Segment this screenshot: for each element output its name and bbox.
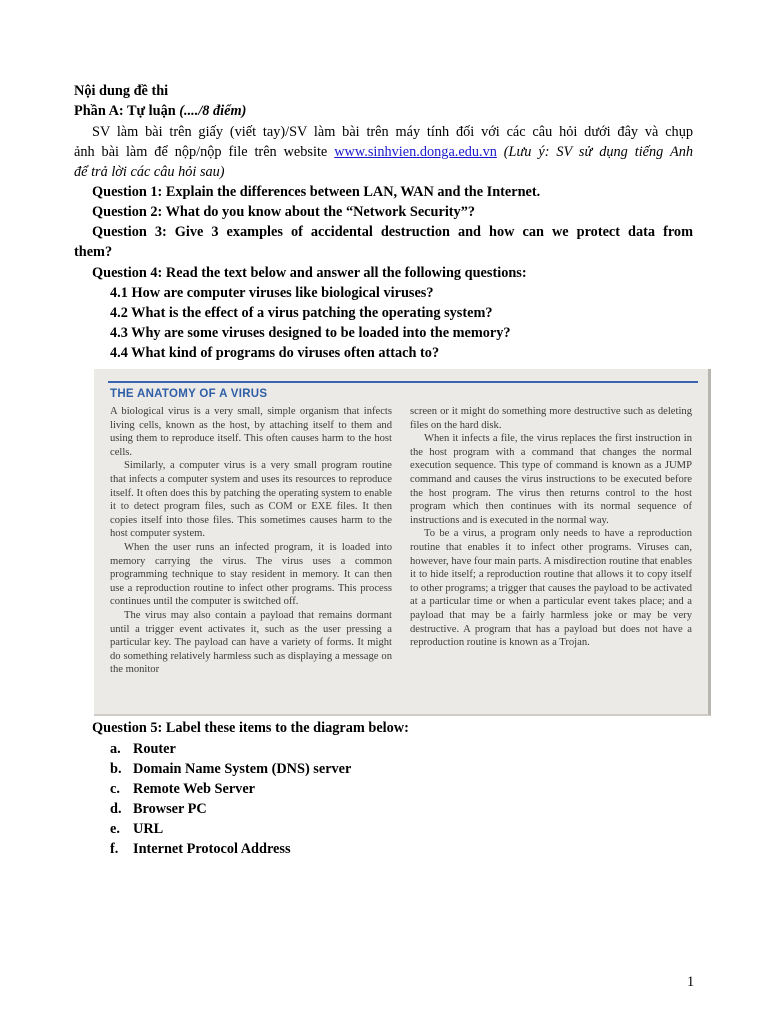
list-marker-b: b. <box>110 761 122 777</box>
question-2: Question 2: What do you know about the “Network Security”? <box>92 204 476 220</box>
part-a-label: Phần A: Tự luận <box>74 103 180 119</box>
part-a-score: (..../8 điểm) <box>179 103 247 119</box>
excerpt-paragraph: A biological virus is a very small, simple organism that infects living cells, known as the host, by attaching itself to them and using them to reproduce itself. This often causes harm to the host cells. <box>110 406 392 458</box>
excerpt-paragraph: To be a virus, a program only needs to have a reproduction routine that enables it to infect other programs. Viruses can, however, have four main parts. A misdirection routine that enables it to hide itself; a reproduction routine that allows it to copy itself to other programs; a trigger that causes the payload to be activated at a particular time or when a particular event takes place; and a payload that may be a fairly harmless joke or may be very destructive. A program that has a payload but does not have a reproduction routine is known as a Trojan. <box>410 528 692 649</box>
question-1: Question 1: Explain the differences between LAN, WAN and the Internet. <box>92 184 541 200</box>
excerpt-paragraph: When it infects a file, the virus replaces the first instruction in the host program with a command that changes the normal execution sequence. This type of command is known as a JUMP command and causes the virus instructions to be executed before the host program. The virus then returns control to the host program which then continues with its normal sequence of instructions and is executed in the normal way. <box>410 433 692 526</box>
list-item-url: URL <box>133 821 164 837</box>
question-4: Question 4: Read the text below and answer all the following questions: <box>92 265 527 281</box>
list-marker-e: e. <box>110 821 120 837</box>
question-3-line-2: them? <box>74 244 113 260</box>
reading-excerpt-image <box>94 369 711 716</box>
question-4-1: 4.1 How are computer viruses like biological viruses? <box>110 285 434 301</box>
instruction-line-3: để trả lời các câu hỏi sau) <box>74 164 225 180</box>
question-4-2: 4.2 What is the effect of a virus patching the operating system? <box>110 305 493 321</box>
excerpt-paragraph: The virus may also contain a payload that remains dormant until a trigger event activates it, such as the user pressing a particular key. The payload can have a variety of forms. It might do something relatively harmless such as displaying a message on the monitor <box>110 609 392 676</box>
list-marker-a: a. <box>110 741 121 757</box>
instruction-text: ảnh bài làm để nộp/nộp file trên website <box>74 144 335 160</box>
question-5: Question 5: Label these items to the diagram below: <box>92 720 409 736</box>
list-item-router: Router <box>133 741 176 757</box>
list-marker-d: d. <box>110 801 122 817</box>
page-number: 1 <box>687 974 695 990</box>
list-item-dns-server: Domain Name System (DNS) server <box>133 761 352 777</box>
excerpt-title-rule <box>108 381 698 383</box>
list-item-remote-web-server: Remote Web Server <box>133 781 256 797</box>
instruction-note: (Lưu ý: SV sử dụng tiếng Anh <box>496 144 693 160</box>
website-link[interactable]: www.sinhvien.donga.edu.vn <box>334 144 497 160</box>
list-marker-c: c. <box>110 781 120 797</box>
list-item-browser-pc: Browser PC <box>133 801 207 817</box>
excerpt-title: THE ANATOMY OF A VIRUS <box>110 388 268 400</box>
question-3-line-1: Question 3: Give 3 examples of accidental destruction and how can we protect data from <box>92 224 693 240</box>
part-a-heading <box>74 101 246 121</box>
excerpt-right-column <box>410 405 692 650</box>
instruction-line-1: SV làm bài trên giấy (viết tay)/SV làm bài trên máy tính đối với các câu hỏi dưới đây và chụp <box>92 124 693 140</box>
list-item-ip-address: Internet Protocol Address <box>133 841 291 857</box>
exam-content-heading: Nội dung đề thi <box>74 83 169 99</box>
list-marker-f: f. <box>110 841 119 857</box>
instruction-line-2 <box>74 142 693 162</box>
question-4-4: 4.4 What kind of programs do viruses often attach to? <box>110 345 440 361</box>
excerpt-left-column <box>110 405 392 677</box>
excerpt-paragraph: When the user runs an infected program, it is loaded into memory carrying the virus. The virus uses a common programming technique to stay resident in memory. It can then use a reproduction routine to infect other programs. This process continues until the computer is switched off. <box>110 541 392 608</box>
excerpt-paragraph: screen or it might do something more destructive such as deleting files on the hard disk. <box>410 406 692 431</box>
excerpt-paragraph: Similarly, a computer virus is a very small program routine that infects a computer system and uses its resources to reproduce itself. It often does this by patching the operating system to enable it to detect program files, such as COM or EXE files. It then copies itself into those files. This sometimes causes harm to the host computer system. <box>110 460 392 540</box>
question-4-3: 4.3 Why are some viruses designed to be loaded into the memory? <box>110 325 511 341</box>
